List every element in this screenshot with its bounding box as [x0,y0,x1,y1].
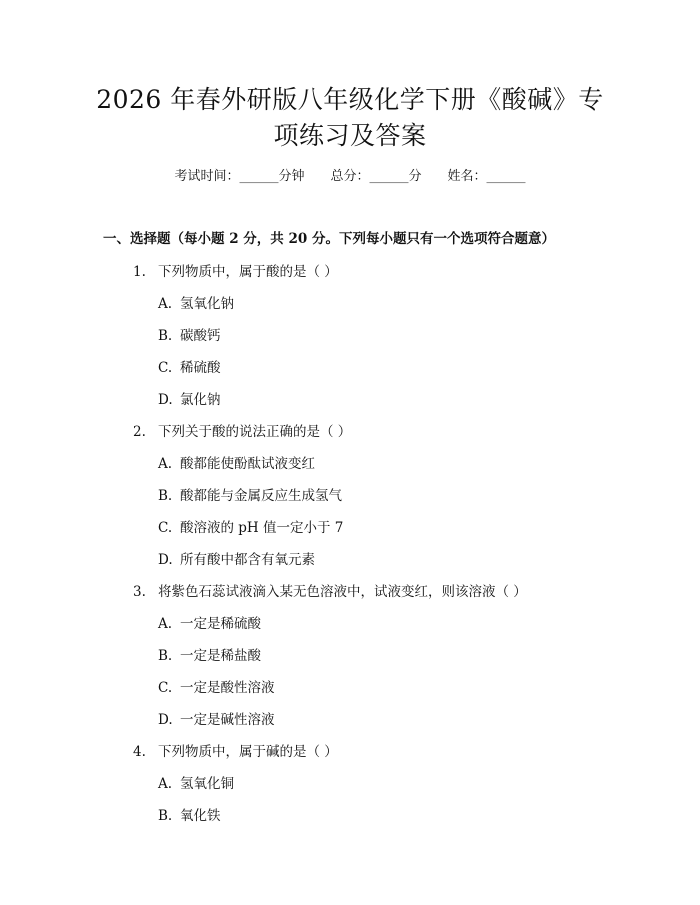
question-3 [133,582,527,602]
document-title-line-2: 项练习及答案 [273,121,427,150]
option-text: 酸都能使酚酞试液变红 [180,456,315,472]
question-2-option-a [158,454,315,474]
option-letter: D. [158,552,173,568]
option-letter: C. [158,360,173,376]
question-3-option-c [158,678,275,698]
question-1-option-a [158,294,234,314]
question-4 [133,742,338,762]
option-letter: B. [158,488,173,504]
question-text: 下列关于酸的说法正确的是（ ） [158,424,352,440]
exam-info [0,167,700,187]
option-letter: D. [158,712,173,728]
option-letter: B. [158,808,173,824]
section-heading: 一、选择题（每小题 2 分，共 20 分。下列每小题只有一个选项符合题意） [103,231,555,247]
document-title-line-1: 2026 年春外研版八年级化学下册《酸碱》专 [96,85,604,114]
option-letter: D. [158,392,173,408]
option-text: 一定是碱性溶液 [180,712,275,728]
option-text: 氧化铁 [180,808,221,824]
option-text: 氯化钠 [180,392,221,408]
question-2-option-c [158,518,343,538]
question-2-option-b [158,486,342,506]
question-1-option-d [158,390,221,410]
question-4-option-b [158,806,221,826]
option-text: 氢氧化钠 [180,296,234,312]
option-text: 酸都能与金属反应生成氢气 [180,488,342,504]
question-1 [133,262,338,282]
option-letter: A. [158,776,173,792]
question-2 [133,422,351,442]
question-number: 3. [133,584,146,600]
question-2-option-d [158,550,315,570]
question-text: 下列物质中，属于碱的是（ ） [158,744,338,760]
option-text: 酸溶液的 pH 值一定小于 7 [180,520,344,536]
option-text: 碳酸钙 [180,328,221,344]
exam-time-field: 考试时间：______分钟 [174,169,305,184]
option-letter: C. [158,520,173,536]
question-text: 下列物质中，属于酸的是（ ） [158,264,338,280]
total-score-field: 总分：______分 [330,169,422,184]
question-number: 1. [133,264,146,280]
question-number: 2. [133,424,146,440]
option-text: 一定是稀硫酸 [180,616,261,632]
student-name-field: 姓名：______ [447,169,526,184]
question-3-option-b [158,646,261,666]
option-text: 一定是稀盐酸 [180,648,261,664]
question-3-option-d [158,710,275,730]
option-letter: A. [158,456,173,472]
option-letter: A. [158,296,173,312]
question-3-option-a [158,614,261,634]
question-text: 将紫色石蕊试液滴入某无色溶液中，试液变红，则该溶液（ ） [158,584,527,600]
question-1-option-c [158,358,221,378]
question-number: 4. [133,744,146,760]
option-text: 氢氧化铜 [180,776,234,792]
option-letter: C. [158,680,173,696]
question-4-option-a [158,774,234,794]
option-text: 稀硫酸 [180,360,221,376]
option-letter: A. [158,616,173,632]
option-text: 一定是酸性溶液 [180,680,275,696]
option-text: 所有酸中都含有氧元素 [180,552,315,568]
option-letter: B. [158,648,173,664]
option-letter: B. [158,328,173,344]
question-1-option-b [158,326,221,346]
